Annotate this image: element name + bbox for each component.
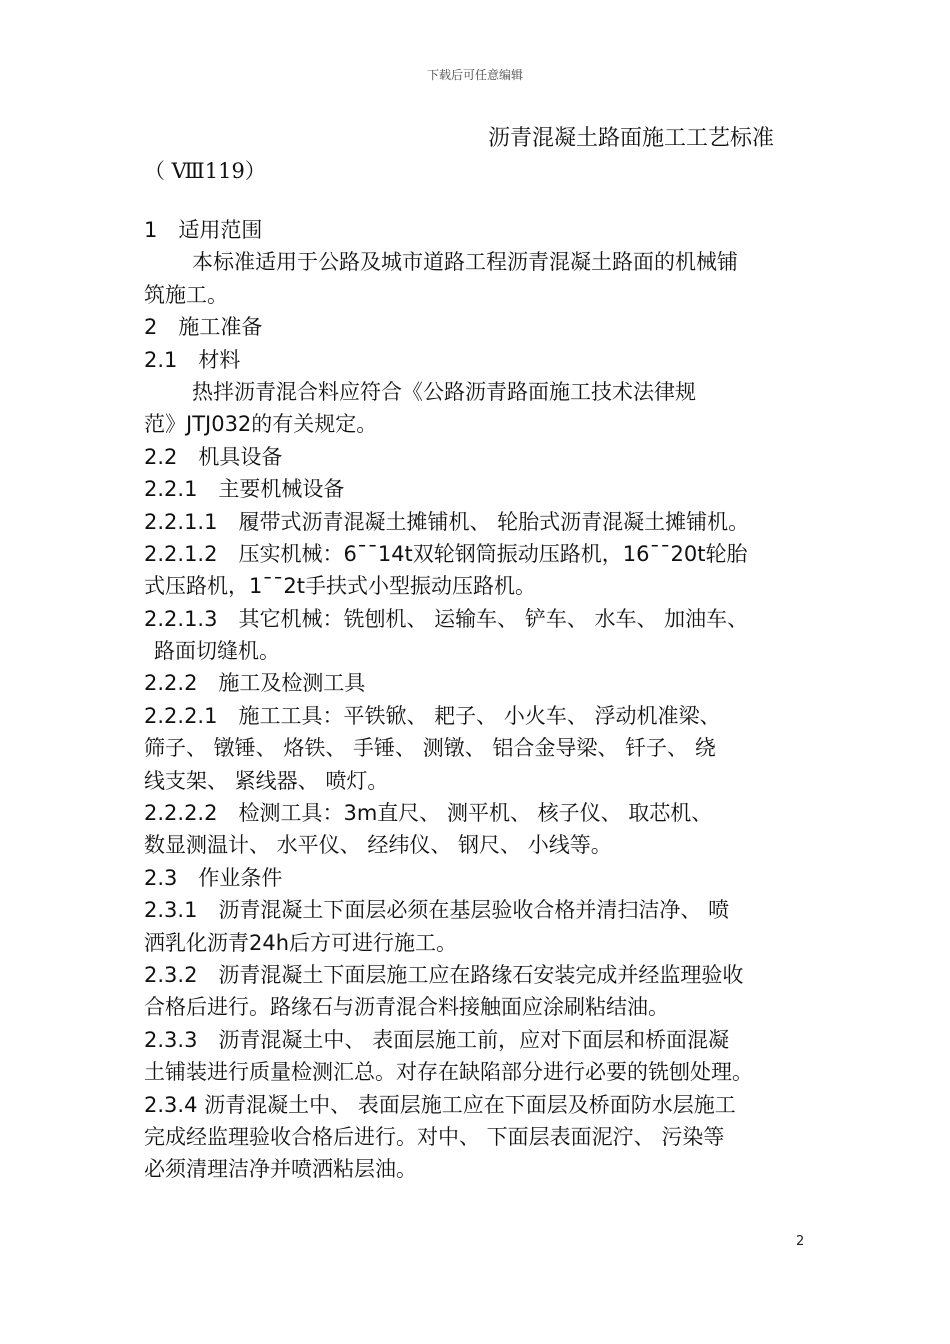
text-line: 2.3 作业条件 (144, 865, 283, 890)
text-line: 合格后进行。路缘石与沥青混合料接触面应涂刷粘结油。 (144, 995, 669, 1020)
text-line: 2.2 机具设备 (144, 444, 283, 469)
text-line: 线支架、 紧线器、 喷灯。 (144, 768, 389, 793)
text-line: 2.2.2.1 施工工具：平铁锨、 耙子、 小火车、 浮动机准梁、 (144, 703, 721, 728)
text-line: 2 施工准备 (144, 315, 263, 340)
text-line: 1 适用范围 (144, 218, 263, 242)
document-body (144, 214, 824, 1186)
text-line: 2.2.2.2 检测工具：3m直尺、 测平机、 核子仪、 取芯机、 (144, 801, 713, 826)
text-line: 2.2.1.3 其它机械：铣刨机、 运输车、 铲车、 水车、 加油车、 (144, 606, 749, 631)
text-line: 数显测温计、 水平仪、 经纬仪、 钢尺、 小线等。 (144, 833, 612, 858)
text-line: 2.2.1 主要机械设备 (144, 477, 345, 502)
text-line: 2.3.4 沥青混凝土中、 表面层施工应在下面层及桥面防水层施工 (144, 1092, 736, 1117)
text-line: 2.3.2 沥青混凝土下面层施工应在路缘石安装完成并经监理验收 (144, 962, 744, 987)
header-note: 下载后可任意编辑 (426, 68, 523, 82)
text-line: 2.3.1 沥青混凝土下面层必须在基层验收合格并清扫洁净、 喷 (144, 898, 730, 923)
text-line: 必须清理洁净并喷洒粘层油。 (144, 1157, 417, 1182)
text-line: 土铺装进行质量检测汇总。对存在缺陷部分进行必要的铣刨处理。 (144, 1060, 753, 1085)
text-line: 本标准适用于公路及城市道路工程沥青混凝土路面的机械铺 (192, 250, 738, 275)
text-line: 2.2.2 施工及检测工具 (144, 671, 366, 696)
document-title: 沥青混凝土路面施工工艺标准 (488, 126, 775, 151)
text-line: 热拌沥青混合料应符合《公路沥青路面施工技术法律规 (192, 379, 696, 404)
text-line: 筛子、 镦锤、 烙铁、 手锤、 测镦、 铝合金导梁、 钎子、 绕 (144, 736, 716, 761)
document-code: （ Ⅷ119） (144, 159, 266, 183)
text-line: 2.1 材料 (144, 347, 241, 372)
text-line: 2.2.1.2 压实机械：6¯¯14t双轮钢筒振动压路机，16¯¯20t轮胎 (144, 541, 748, 566)
text-line: 式压路机，1¯¯2t手扶式小型振动压路机。 (144, 574, 536, 599)
text-line: 2.2.1.1 履带式沥青混凝土摊铺机、 轮胎式沥青混凝土摊铺机。 (144, 509, 750, 534)
text-line: 路面切缝机。 (154, 639, 280, 664)
text-line: 筑施工。 (144, 282, 228, 307)
page-number: 2 (796, 1234, 805, 1249)
text-line: 完成经监理验收合格后进行。对中、 下面层表面泥泞、 污染等 (144, 1124, 725, 1149)
text-line: 洒乳化沥青24h后方可进行施工。 (144, 930, 458, 955)
text-line: 2.3.3 沥青混凝土中、 表面层施工前，应对下面层和桥面混凝 (144, 1027, 730, 1052)
text-line: 范》JTJ032的有关规定。 (144, 412, 378, 437)
